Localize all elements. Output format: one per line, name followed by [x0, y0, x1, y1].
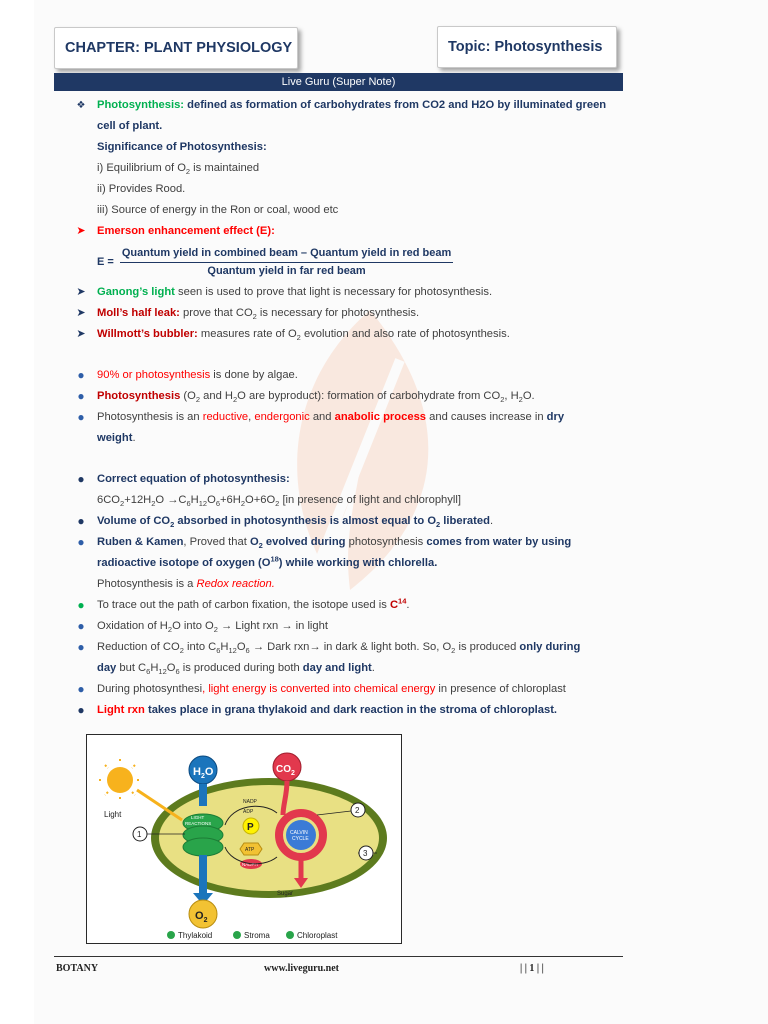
- dot-bullet-icon: ●: [77, 472, 85, 486]
- volume-text-b: absorbed in photosynthesis is almost equal to O: [174, 515, 437, 527]
- energy-red: , light energy is converted into chemical energy: [202, 683, 436, 695]
- footer-divider: [54, 956, 623, 957]
- chapter-title-box: [54, 27, 298, 69]
- oxygen-arrow-shaft: [199, 855, 207, 895]
- nadp-label: NADP: [243, 799, 257, 805]
- process-comma: ,: [248, 411, 252, 423]
- volume-item: [72, 511, 620, 532]
- footer-website-link[interactable]: www.liveguru.net: [264, 963, 339, 974]
- light-reactions-label-1: LIGHT: [191, 815, 205, 820]
- adp-label: ADP: [243, 809, 254, 815]
- process-text-end: and causes increase in: [429, 411, 544, 423]
- significance-item-1: [72, 158, 620, 179]
- definition-term: Photosynthesis:: [97, 99, 185, 111]
- light-reactions-label-2: REACTIONS: [185, 821, 212, 826]
- oxygen-label: $O_2$: [195, 910, 208, 924]
- reduction-continuation: [72, 658, 620, 679]
- trace-period: .: [406, 599, 410, 611]
- redox-text: Photosynthesis is a: [97, 578, 194, 590]
- process-reductive: reductive: [202, 411, 249, 423]
- ganong-text: seen is used to prove that light is necessary for photosynthesis.: [178, 286, 493, 298]
- red-t: is produced during both: [179, 662, 300, 674]
- banner: [54, 73, 623, 91]
- ps-text: O are byproduct): formation of carbohydrate from CO: [237, 390, 501, 402]
- diagram-legend: [167, 931, 338, 940]
- chloroplast-diagram-svg: [87, 735, 401, 943]
- ruben-text-2: photosynthesis: [348, 536, 424, 548]
- significance-item-2: [72, 179, 620, 200]
- eq-part: +6H: [219, 494, 241, 506]
- subscript: 2: [233, 395, 238, 405]
- definition-item: [72, 95, 620, 116]
- emerson-formula: [72, 242, 620, 282]
- oxidation-text: Oxidation of H: [97, 620, 168, 632]
- ruben-bold: [249, 536, 346, 551]
- arrow-bullet-icon: ➤: [76, 286, 86, 298]
- dot-bullet-icon: ●: [77, 619, 85, 633]
- trace-c: C: [389, 599, 399, 611]
- superscript: 14: [398, 596, 407, 606]
- sugar-label: Sugar: [277, 891, 294, 897]
- reduction-item: [72, 637, 620, 658]
- equation-row: [72, 490, 620, 511]
- red-bold: only during: [519, 641, 581, 653]
- trace-text: To trace out the path of carbon fixation, the isotope used is: [97, 599, 387, 611]
- process-text: Photosynthesis is an: [97, 411, 200, 423]
- volume-text: [97, 515, 490, 530]
- subscript: 2: [179, 646, 184, 656]
- volume-period: .: [489, 515, 494, 527]
- ruben-continuation: [72, 553, 620, 574]
- significance-3-text: iii) Source of energy in the Ron or coal, wood etc: [97, 204, 339, 216]
- willmott-text: measures rate of O: [200, 328, 297, 340]
- willmott-item: [72, 324, 620, 345]
- energy-text: During photosynthesi: [97, 683, 203, 695]
- red-t: O: [236, 641, 246, 653]
- callout-2-label: 2: [355, 806, 360, 815]
- subscript: 2: [258, 541, 263, 551]
- ruben-bold-2: comes from water by using: [426, 536, 572, 548]
- subscript: 2: [451, 646, 456, 656]
- red-t: Reduction of CO: [97, 641, 180, 653]
- formula-lhs: E =: [97, 255, 114, 268]
- dot-bullet-icon: ●: [77, 598, 85, 612]
- significance-2-text: ii) Provides Rood.: [97, 183, 186, 195]
- subscript: 12: [228, 646, 237, 656]
- arrow-bullet-icon: ➤: [76, 225, 86, 237]
- moll-text: prove that CO: [183, 307, 253, 319]
- algae-percent: 90% or photosynthesis: [97, 369, 211, 381]
- red-bold-day-light: day and light: [302, 662, 372, 674]
- moll-text-end: is necessary for photosynthesis.: [256, 307, 420, 319]
- process-and: and: [312, 411, 332, 423]
- dot-bullet-icon: ●: [77, 703, 85, 717]
- subscript: 2: [195, 395, 201, 405]
- red-bold-day: day: [97, 662, 117, 674]
- legend-chloroplast: Chloroplast: [297, 931, 338, 940]
- oxidation-text-mid: O into O: [172, 620, 214, 632]
- legend-stroma: Stroma: [244, 931, 270, 940]
- legend-thylakoid: Thylakoid: [178, 931, 213, 940]
- significance-item-3: [72, 200, 620, 221]
- process-item: [72, 407, 620, 428]
- dot-bullet-icon: ●: [77, 514, 85, 528]
- energy-text-end: in presence of chloroplast: [438, 683, 566, 695]
- ps-text: and H: [200, 390, 233, 402]
- oxidation-text-end: → Light rxn → in light: [217, 620, 328, 632]
- lightrxn-item: [72, 700, 620, 721]
- process-period: .: [132, 432, 136, 444]
- ruben-line2-end: ) while working with chlorella.: [278, 557, 438, 569]
- red-t: O: [166, 662, 176, 674]
- subscript: 6: [215, 499, 220, 509]
- photosynthesis-byproduct-item: [72, 386, 620, 407]
- ruben-evolved: evolved during: [262, 536, 346, 548]
- subscript: 6: [245, 646, 250, 656]
- chapter-title: CHAPTER: PLANT PHYSIOLOGY: [65, 40, 293, 56]
- moll-item: [72, 303, 620, 324]
- atp-label: ATP: [245, 847, 255, 853]
- red-t: into C: [183, 641, 217, 653]
- lightrxn-text: takes place in grana thylakoid and dark reaction in the stroma of chloroplast.: [147, 704, 558, 716]
- eq-part: [in presence of light and chlorophyll]: [279, 494, 461, 506]
- lightrxn-red: Light rxn: [97, 704, 145, 716]
- arrow-bullet-icon: ➤: [76, 328, 86, 340]
- subscript: 2: [275, 499, 280, 509]
- dot-bullet-icon: ●: [77, 368, 85, 382]
- subscript: 2: [436, 520, 441, 530]
- arrow-bullet-icon: ➤: [76, 307, 86, 319]
- topic-title: Topic: Photosynthesis: [448, 39, 603, 55]
- oxidation-item: [72, 616, 620, 637]
- eq-part: 6CO: [97, 494, 121, 506]
- banner-text: Live Guru (Super Note): [281, 76, 396, 88]
- trace-isotope: [389, 596, 407, 611]
- equation-heading-row: [72, 469, 620, 490]
- volume-text-c: liberated: [440, 515, 490, 527]
- moll-term: Moll’s half leak:: [97, 307, 180, 319]
- footer-subject: BOTANY: [56, 963, 99, 974]
- formula-fraction: [120, 246, 453, 279]
- eq-part: O: [207, 494, 216, 506]
- eq-part: O →C: [155, 494, 187, 506]
- emerson-heading-row: [72, 221, 620, 242]
- subscript: 12: [198, 499, 208, 509]
- algae-text: is done by algae.: [213, 369, 298, 381]
- ruben-item: [72, 532, 620, 553]
- definition-text-2: cell of plant.: [97, 120, 163, 132]
- ganong-item: [72, 282, 620, 303]
- eq-part: H: [190, 494, 199, 506]
- subscript: 2: [213, 625, 218, 635]
- eq-part: +12H: [124, 494, 152, 506]
- subscript: 12: [158, 667, 167, 677]
- dot-bullet-icon: ●: [77, 410, 85, 424]
- equation-heading: Correct equation of photosynthesis:: [97, 473, 290, 485]
- subscript: 6: [186, 499, 191, 509]
- willmott-text-end: evolution and also rate of photosynthesis.: [300, 328, 510, 340]
- ruben-line2: radioactive isotope of oxygen (O: [97, 557, 271, 569]
- dot-bullet-icon: ●: [77, 682, 85, 696]
- process-continuation: [72, 428, 620, 449]
- subscript: 2: [296, 333, 301, 343]
- subscript: 2: [151, 499, 156, 509]
- process-endergonic: endergonic: [254, 411, 310, 423]
- red-t: is produced: [455, 641, 517, 653]
- subscript: 2: [120, 499, 125, 509]
- sun-icon: [99, 759, 141, 801]
- photosynthesis-term: Photosynthesis: [97, 390, 181, 402]
- water-label: $H_2O$: [193, 766, 214, 780]
- diamond-bullet-icon: ❖: [76, 100, 86, 111]
- dot-bullet-icon: ●: [77, 535, 85, 549]
- subscript: 6: [175, 667, 180, 677]
- definition-continuation: [72, 116, 620, 137]
- subscript: 6: [146, 667, 151, 677]
- process-dry: dry: [546, 411, 565, 423]
- calvin-label-2: CYCLE: [292, 836, 309, 842]
- subscript: 2: [518, 395, 523, 405]
- volume-text-a: Volume of CO: [97, 515, 171, 527]
- formula-denominator: Quantum yield in far red beam: [207, 264, 366, 277]
- superscript: 18: [270, 554, 279, 564]
- notes-content: [72, 95, 620, 721]
- redox-italic: Redox reaction.: [196, 578, 275, 590]
- redox-row: [72, 574, 620, 595]
- energy-item: [72, 679, 620, 700]
- ganong-term: Ganong’s light: [97, 286, 175, 298]
- dot-bullet-icon: ●: [77, 640, 85, 654]
- subscript: 2: [240, 499, 245, 509]
- formula-numerator: Quantum yield in combined beam – Quantum yield in red beam: [120, 246, 453, 263]
- red-t: H: [150, 662, 159, 674]
- process-weight: weight: [97, 432, 133, 444]
- nadph-label: NADPH: [242, 862, 258, 867]
- subscript: 2: [500, 395, 505, 405]
- subscript: 2: [170, 520, 175, 530]
- emerson-heading: Emerson enhancement effect (E):: [97, 225, 275, 237]
- definition-text-1: defined as formation of carbohydrates from CO2 and H2O by illuminated green: [187, 99, 607, 111]
- eq-part: O+6O: [245, 494, 276, 506]
- ruben-names: Ruben & Kamen: [97, 536, 184, 548]
- co2-label: $CO_2$: [276, 764, 295, 777]
- water-arrow-shaft: [199, 784, 207, 806]
- red-t: H: [220, 641, 229, 653]
- significance-heading: Significance of Photosynthesis:: [97, 141, 267, 153]
- ps-text: (O: [183, 390, 196, 402]
- ruben-o: O: [249, 536, 259, 548]
- significance-1-text: i) Equilibrium of O: [97, 162, 186, 174]
- red-t: but C: [116, 662, 147, 674]
- callout-1-label: 1: [137, 830, 142, 839]
- red-t: .: [371, 662, 375, 674]
- willmott-term: Willmott’s bubbler:: [97, 328, 198, 340]
- topic-title-box: [437, 26, 617, 68]
- process-anabolic: anabolic process: [334, 411, 427, 423]
- phosphate-label: P: [247, 822, 254, 833]
- significance-heading-row: [72, 137, 620, 158]
- ps-text: O.: [522, 390, 535, 402]
- chloroplast-diagram: [86, 734, 402, 944]
- ps-text: , H: [504, 390, 519, 402]
- subscript: 6: [216, 646, 221, 656]
- trace-item: [72, 595, 620, 616]
- callout-3-label: 3: [363, 849, 368, 858]
- significance-1-text-end: is maintained: [190, 162, 260, 174]
- footer-page-number: | | 1 | |: [520, 963, 544, 974]
- subscript: 2: [252, 312, 257, 322]
- subscript: 2: [185, 167, 191, 177]
- red-t: → Dark rxn→ in dark & light both. So, O: [249, 641, 452, 653]
- calvin-label-1: CALVIN: [290, 830, 308, 836]
- dot-bullet-icon: ●: [77, 389, 85, 403]
- subscript: 2: [167, 625, 173, 635]
- ruben-text: , Proved that: [183, 536, 247, 548]
- algae-item: [72, 365, 620, 386]
- light-label: Light: [104, 810, 122, 819]
